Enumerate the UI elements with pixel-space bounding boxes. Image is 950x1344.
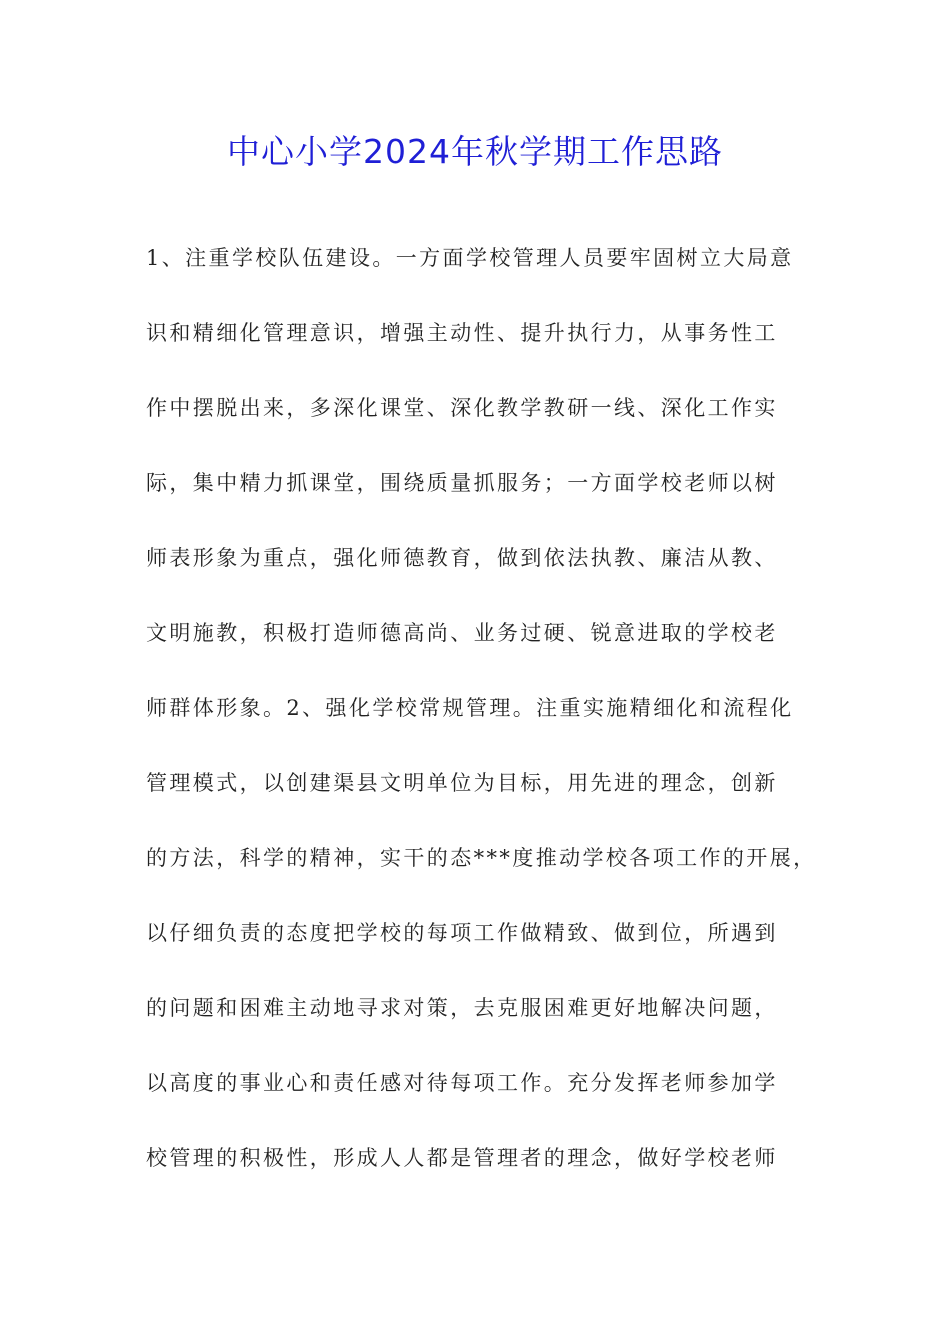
body-line: 以高度的事业心和责任感对待每项工作。充分发挥老师参加学 (146, 1071, 778, 1095)
body-line: 识和精细化管理意识，增强主动性、提升执行力，从事务性工 (146, 321, 778, 345)
body-line: 文明施教，积极打造师德高尚、业务过硬、锐意进取的学校老 (146, 621, 778, 645)
body-line: 际，集中精力抓课堂，围绕质量抓服务；一方面学校老师以树 (146, 471, 778, 495)
body-line: 校管理的积极性，形成人人都是管理者的理念，做好学校老师 (146, 1146, 778, 1170)
body-line: 的问题和困难主动地寻求对策，去克服困难更好地解决问题， (146, 996, 778, 1020)
body-line: 以仔细负责的态度把学校的每项工作做精致、做到位，所遇到 (146, 921, 778, 945)
body-line: 师表形象为重点，强化师德教育，做到依法执教、廉洁从教、 (146, 546, 778, 570)
body-line: 1、注重学校队伍建设。一方面学校管理人员要牢固树立大局意 (146, 246, 794, 270)
body-line: 师群体形象。2、强化学校常规管理。注重实施精细化和流程化 (146, 696, 794, 720)
body-line: 管理模式，以创建渠县文明单位为目标，用先进的理念，创新 (146, 771, 778, 795)
document-body (146, 238, 826, 1213)
body-line: 作中摆脱出来，多深化课堂、深化教学教研一线、深化工作实 (146, 396, 778, 420)
body-line: 的方法，科学的精神，实干的态***度推动学校各项工作的开展， (146, 846, 817, 870)
document-title: 中心小学2024年秋学期工作思路 (227, 132, 723, 171)
